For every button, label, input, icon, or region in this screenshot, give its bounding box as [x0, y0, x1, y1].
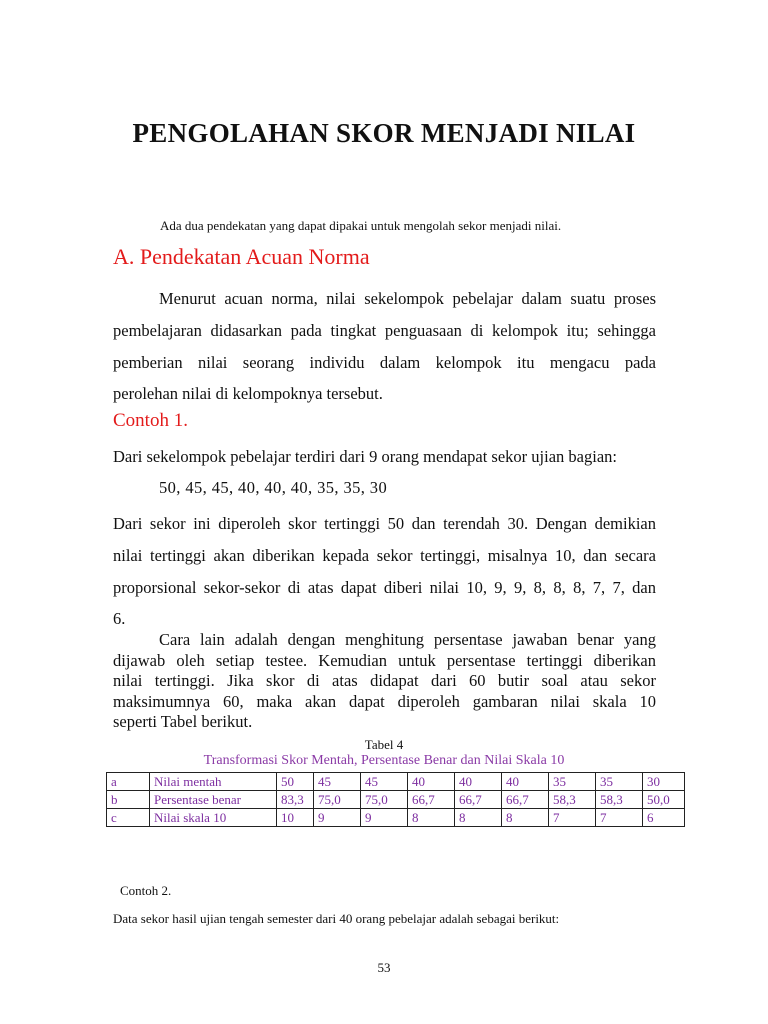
table-cell-value: 40	[502, 773, 549, 791]
page-number: 53	[377, 960, 391, 975]
example-1-intro: Dari sekelompok pebelajar terdiri dari 9 orang mendapat sekor ujian bagian:	[113, 447, 617, 466]
table-cell-value: 35	[549, 773, 596, 791]
table-cell-value: 6	[643, 809, 685, 827]
table-cell-value: 45	[361, 773, 408, 791]
table-cell-value: 66,7	[455, 791, 502, 809]
table-cell-value: 66,7	[502, 791, 549, 809]
example-2-heading: Contoh 2.	[120, 883, 172, 898]
table-cell-value: 7	[596, 809, 643, 827]
table-label: Tabel 4	[364, 737, 404, 752]
table-row	[107, 773, 685, 791]
table-row	[107, 809, 685, 827]
table-cell-label: Persentase benar	[150, 791, 277, 809]
example-2-text: Data sekor hasil ujian tengah semester dari 40 orang pebelajar adalah sebagai berikut:	[113, 911, 560, 926]
paragraph-line: proporsional sekor-sekor di atas dapat diberi nilai 10, 9, 9, 8, 8, 8, 7, 7, dan	[113, 577, 656, 597]
table-cell-value: 40	[408, 773, 455, 791]
table-cell-key: b	[107, 791, 150, 809]
paragraph-line: pembelajaran didasarkan pada tingkat penguasaan di kelompok itu; sehingga	[113, 320, 656, 340]
table-cell-key: a	[107, 773, 150, 791]
score-transformation-table	[106, 772, 685, 827]
paragraph-line: perolehan nilai di kelompoknya tersebut.	[113, 384, 383, 404]
table-cell-value: 9	[314, 809, 361, 827]
table-cell-value: 66,7	[408, 791, 455, 809]
page-title: PENGOLAHAN SKOR MENJADI NILAI	[132, 118, 636, 148]
paragraph-line: nilai tertinggi akan diberikan kepada sekor tertinggi, misalnya 10, dan secara	[113, 545, 656, 565]
paragraph-skor-tertinggi	[113, 508, 656, 635]
table-cell-value: 75,0	[314, 791, 361, 809]
table-cell-value: 30	[643, 773, 685, 791]
paragraph-acuan-norma	[113, 283, 656, 410]
paragraph-line: Dari sekor ini diperoleh skor tertinggi 50 dan terendah 30. Dengan demikian	[113, 514, 656, 533]
table-cell-value: 9	[361, 809, 408, 827]
table-cell-key: c	[107, 809, 150, 827]
paragraph-line: 6.	[113, 609, 126, 629]
paragraph-line: seperti Tabel berikut.	[113, 712, 253, 731]
table-cell-value: 40	[455, 773, 502, 791]
section-heading-acuan-norma: A. Pendekatan Acuan Norma	[113, 244, 370, 269]
table-row	[107, 791, 685, 809]
table-cell-value: 75,0	[361, 791, 408, 809]
paragraph-line: nilai tertinggi. Jika skor di atas didapat dari 60 butir soal atau sekor	[113, 671, 656, 690]
paragraph-cara-lain	[113, 630, 656, 733]
table-cell-value: 7	[549, 809, 596, 827]
table-cell-value: 8	[455, 809, 502, 827]
table-cell-label: Nilai mentah	[150, 773, 277, 791]
table-cell-value: 58,3	[596, 791, 643, 809]
paragraph-line: pemberian nilai seorang individu dalam kelompok itu mengacu pada	[113, 352, 656, 372]
table-cell-label: Nilai skala 10	[150, 809, 277, 827]
table-cell-value: 58,3	[549, 791, 596, 809]
table-cell-value: 8	[408, 809, 455, 827]
paragraph-line: Cara lain adalah dengan menghitung persentase jawaban benar yang	[159, 630, 656, 649]
table-cell-value: 10	[277, 809, 314, 827]
paragraph-line: maksimumnya 60, maka akan dapat diperoleh gambaran nilai skala 10	[113, 691, 656, 711]
table-cell-value: 8	[502, 809, 549, 827]
intro-text: Ada dua pendekatan yang dapat dipakai untuk mengolah sekor menjadi nilai.	[160, 218, 562, 233]
table-caption: Transformasi Skor Mentah, Persentase Benar dan Nilai Skala 10	[203, 753, 565, 768]
paragraph-line: Menurut acuan norma, nilai sekelompok pebelajar dalam suatu proses	[159, 289, 656, 308]
table-cell-value: 50,0	[643, 791, 685, 809]
table-cell-value: 35	[596, 773, 643, 791]
table-cell-value: 50	[277, 773, 314, 791]
paragraph-line: dijawab oleh setiap testee. Kemudian untuk persentase tertinggi diberikan	[113, 650, 656, 670]
table-cell-value: 45	[314, 773, 361, 791]
example-1-heading: Contoh 1.	[113, 410, 188, 431]
table-cell-value: 83,3	[277, 791, 314, 809]
scores-list: 50, 45, 45, 40, 40, 40, 35, 35, 30	[159, 478, 388, 497]
